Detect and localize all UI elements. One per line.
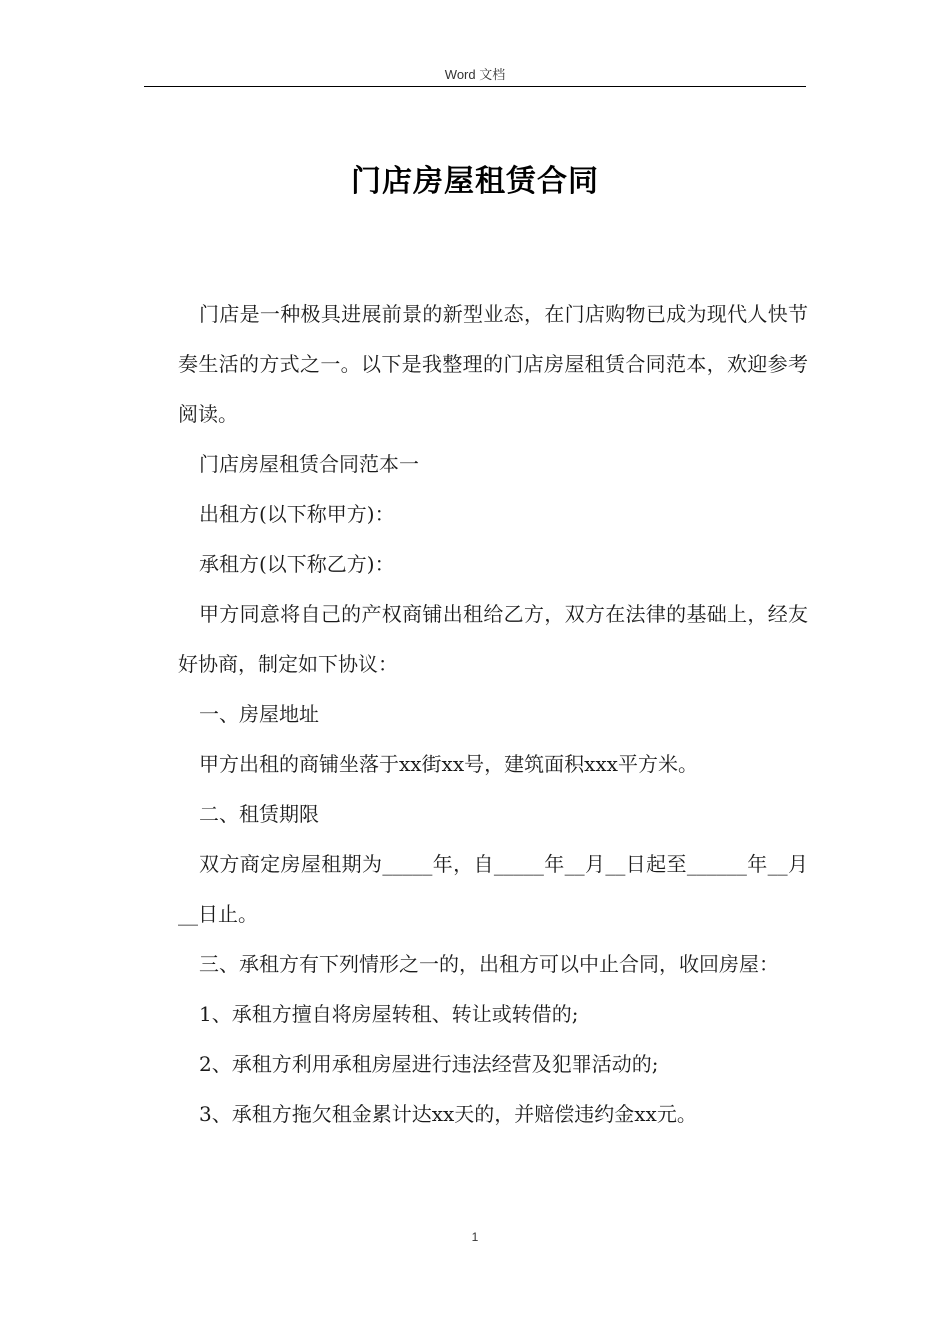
section-heading-term: 二、租赁期限 bbox=[199, 802, 319, 826]
page-number: 1 bbox=[471, 1230, 479, 1244]
list-item-1: 1、承租方擅自将房屋转租、转让或转借的; bbox=[199, 1002, 579, 1026]
paragraph-lessee: 承租方(以下称乙方)： bbox=[199, 552, 395, 576]
document-title: 门店房屋租赁合同 bbox=[351, 164, 599, 199]
paragraph-address: 甲方出租的商铺坐落于xx街xx号，建筑面积xxx平方米。 bbox=[199, 752, 698, 776]
paragraph-agreement: 甲方同意将自己的产权商铺出租给乙方，双方在法律的基础上，经友好协商，制定如下协议： bbox=[178, 602, 808, 676]
section-heading-termination: 三、承租方有下列情形之一的，出租方可以中止合同，收回房屋： bbox=[199, 952, 779, 976]
paragraph-sample-title: 门店房屋租赁合同范本一 bbox=[199, 452, 419, 476]
paragraph-intro: 门店是一种极具进展前景的新型业态，在门店购物已成为现代人快节奏生活的方式之一。以下是我整理的门店房屋租赁合同范本，欢迎参考阅读。 bbox=[178, 302, 808, 426]
document-body bbox=[178, 289, 808, 1139]
header-divider bbox=[144, 86, 806, 87]
section-heading-address: 一、房屋地址 bbox=[199, 702, 319, 726]
list-item-3: 3、承租方拖欠租金累计达xx天的，并赔偿违约金xx元。 bbox=[199, 1102, 697, 1126]
paragraph-term: 双方商定房屋租期为_____年，自_____年__月__日起至______年__月__日止。 bbox=[178, 852, 808, 926]
page-header: Word 文档 bbox=[444, 67, 506, 82]
paragraph-lessor: 出租方(以下称甲方)： bbox=[199, 502, 395, 526]
list-item-2: 2、承租方利用承租房屋进行违法经营及犯罪活动的; bbox=[199, 1052, 659, 1076]
